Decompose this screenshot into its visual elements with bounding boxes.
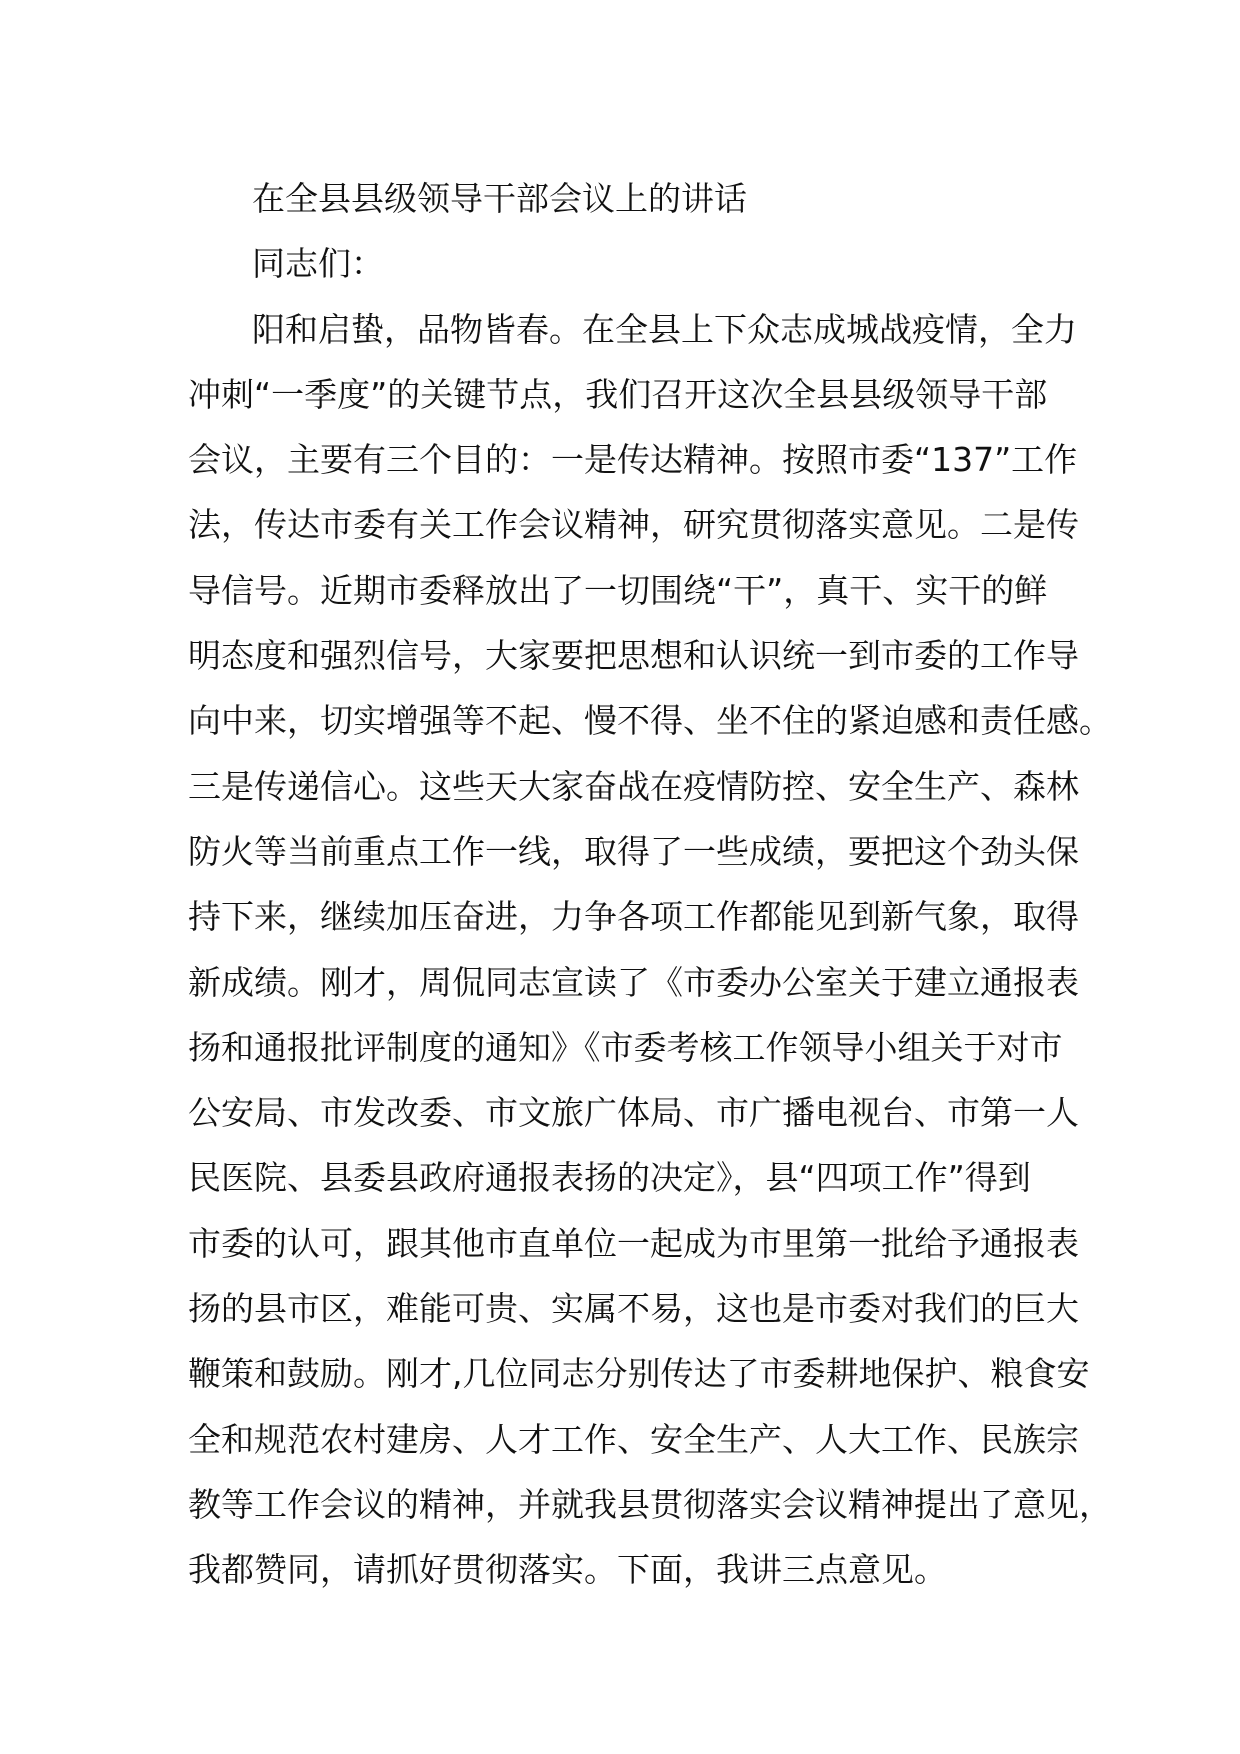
body-line: 向中来，切实增强等不起、慢不得、坐不住的紧迫感和责任感。 <box>188 701 1112 741</box>
body-line: 会议，主要有三个目的：一是传达精神。按照市委“137”工作 <box>188 440 1078 480</box>
body-line: 新成绩。刚才，周侃同志宣读了《市委办公室关于建立通报表 <box>188 962 1079 1002</box>
body-line: 三是传递信心。这些天大家奋战在疫情防控、安全生产、森林 <box>188 766 1079 806</box>
body-line: 阳和启蛰，品物皆春。在全县上下众志成城战疫情，全力 <box>252 309 1077 349</box>
body-line: 明态度和强烈信号，大家要把思想和认识统一到市委的工作导 <box>188 636 1079 676</box>
body-line: 法，传达市委有关工作会议精神，研究贯彻落实意见。二是传 <box>188 505 1079 545</box>
body-line: 导信号。近期市委释放出了一切围绕“干”，真干、实干的鲜 <box>188 570 1048 610</box>
body-line: 持下来，继续加压奋进，力争各项工作都能见到新气象，取得 <box>188 897 1079 937</box>
body-line: 公安局、市发改委、市文旅广体局、市广播电视台、市第一人 <box>188 1093 1079 1133</box>
salutation: 同志们： <box>252 244 384 284</box>
body-line: 我都赞同，请抓好贯彻落实。下面，我讲三点意见。 <box>188 1550 947 1590</box>
body-line: 教等工作会议的精神，并就我县贯彻落实会议精神提出了意见， <box>188 1484 1112 1524</box>
body-line: 民医院、县委县政府通报表扬的决定》，县“四项工作”得到 <box>188 1158 1031 1198</box>
document-body <box>188 166 1112 1603</box>
body-line: 防火等当前重点工作一线，取得了一些成绩，要把这个劲头保 <box>188 831 1079 871</box>
body-line: 冲刺“一季度”的关键节点，我们召开这次全县县级领导干部 <box>188 374 1048 414</box>
body-line: 扬的县市区，难能可贵、实属不易，这也是市委对我们的巨大 <box>188 1289 1079 1329</box>
body-line: 鞭策和鼓励。刚才,几位同志分别传达了市委耕地保护、粮食安 <box>188 1354 1090 1394</box>
document-title: 在全县县级领导干部会议上的讲话 <box>252 179 747 218</box>
body-line: 市委的认可，跟其他市直单位一起成为市里第一批给予通报表 <box>188 1223 1079 1263</box>
body-line: 扬和通报批评制度的通知》《市委考核工作领导小组关于对市 <box>188 1027 1063 1067</box>
body-line: 全和规范农村建房、人才工作、安全生产、人大工作、民族宗 <box>188 1419 1079 1459</box>
